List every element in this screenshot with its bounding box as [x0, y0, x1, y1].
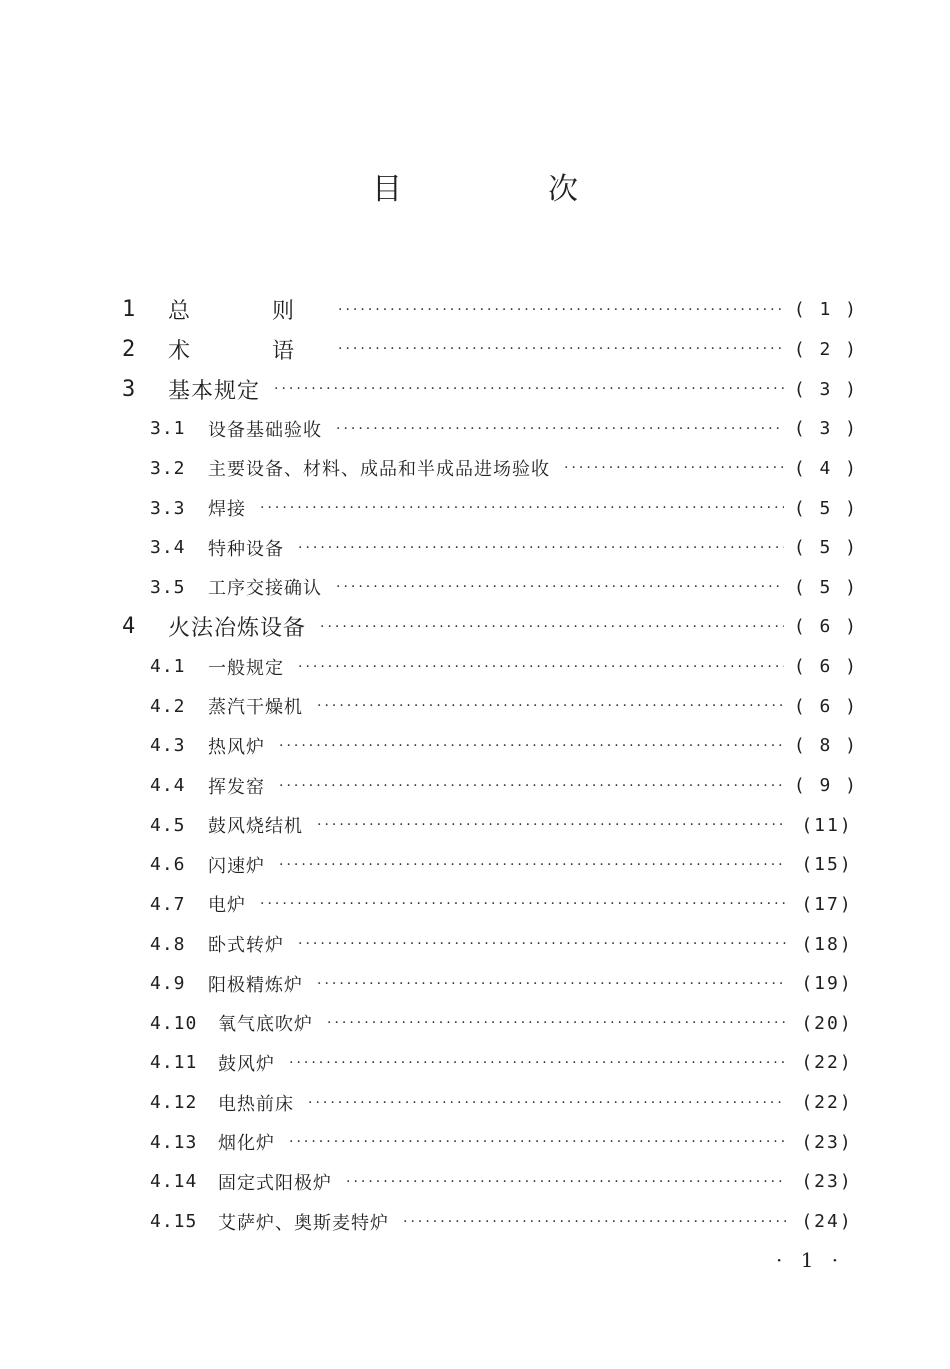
toc-entry-number: 4.13: [150, 1131, 198, 1153]
dot-leader: [289, 1054, 786, 1072]
toc-entry[interactable]: [118, 845, 858, 885]
toc-entry[interactable]: [118, 607, 858, 647]
toc-entry-number: 3.1: [150, 418, 186, 440]
toc-entry-number: 3.5: [150, 576, 186, 598]
toc-entry-page: (19): [801, 973, 853, 995]
toc-entry-number: 4.7: [150, 893, 186, 915]
toc-entry-page: ( 2 ): [793, 338, 858, 360]
toc-entry-page: ( 5 ): [793, 497, 858, 519]
dot-leader: [564, 459, 784, 477]
dot-leader: [336, 578, 784, 596]
toc-entry[interactable]: [118, 647, 858, 687]
toc-entry-number: 4.1: [150, 656, 186, 678]
toc-entry-number: 4: [122, 614, 136, 640]
toc-entry-label: 焊接: [208, 499, 246, 521]
dot-leader: [327, 1014, 786, 1032]
toc-entry[interactable]: [118, 1043, 858, 1083]
toc-entry-label: 一般规定: [208, 657, 284, 679]
toc-entry-number: 4.11: [150, 1052, 198, 1074]
toc-entry-number: 4.8: [150, 933, 186, 955]
toc-entry-number: 4.15: [150, 1211, 198, 1233]
dot-leader: [298, 539, 784, 557]
toc-entry-number: 4.2: [150, 695, 186, 717]
toc-entry-page: ( 5 ): [793, 576, 858, 598]
toc-entry-number: 4.12: [150, 1092, 198, 1114]
toc-entry-label: 工序交接确认: [208, 578, 322, 600]
toc-entry[interactable]: [118, 885, 858, 925]
dot-leader: [289, 1133, 786, 1151]
toc-entry-label: 阳极精炼炉: [208, 974, 303, 996]
dot-leader: [279, 737, 784, 755]
toc-entry[interactable]: [118, 686, 858, 726]
toc-entry-page: ( 6 ): [793, 656, 858, 678]
toc-entry-number: 3.4: [150, 537, 186, 559]
toc-entry[interactable]: [118, 330, 858, 370]
toc-entry-page: (17): [801, 893, 853, 915]
toc-entry-number: 4.14: [150, 1171, 198, 1193]
toc-entry[interactable]: [118, 1004, 858, 1044]
toc-entry-page: ( 3 ): [793, 378, 858, 400]
dot-leader: [338, 301, 784, 319]
toc-entry-label: 主要设备、材料、成品和半成品进场验收: [208, 459, 550, 481]
toc-entry[interactable]: [118, 1202, 858, 1242]
toc-entry[interactable]: [118, 449, 858, 489]
toc-entry-label: 卧式转炉: [208, 935, 284, 957]
toc-entry-number: 4.3: [150, 735, 186, 757]
toc-entry-page: (23): [801, 1171, 853, 1193]
toc-entry[interactable]: [118, 528, 858, 568]
toc-entry-page: (24): [801, 1211, 853, 1233]
toc-entry-label: 蒸汽干燥机: [208, 697, 303, 719]
toc-entry[interactable]: [118, 409, 858, 449]
dot-leader: [403, 1213, 786, 1231]
toc-entry-label: 电炉: [208, 895, 246, 917]
toc-entry-page: ( 4 ): [793, 457, 858, 479]
toc-entry-number: 4.6: [150, 854, 186, 876]
dot-leader: [279, 777, 784, 795]
dot-leader: [346, 1173, 786, 1191]
toc-entry-label: 火法冶炼设备: [168, 616, 307, 642]
toc-entry[interactable]: [118, 805, 858, 845]
dot-leader: [298, 935, 786, 953]
toc-entry-page: (11): [801, 814, 853, 836]
toc-list: [118, 290, 858, 1241]
dot-leader: [317, 975, 786, 993]
toc-entry-label: 艾萨炉、奥斯麦特炉: [218, 1212, 389, 1234]
toc-entry-label: 鼓风烧结机: [208, 816, 303, 838]
toc-entry-number: 4.4: [150, 775, 186, 796]
toc-entry-number: 4.5: [150, 814, 186, 836]
toc-entry-page: ( 5 ): [793, 537, 858, 559]
toc-entry-page: ( 1 ): [793, 299, 858, 321]
toc-entry-label: 挥发窑: [208, 776, 265, 798]
toc-entry[interactable]: [118, 924, 858, 964]
page-title: 目 次: [372, 172, 636, 207]
dot-leader: [279, 856, 786, 874]
dot-leader: [320, 618, 784, 636]
toc-entry[interactable]: [118, 567, 858, 607]
toc-entry[interactable]: [118, 1083, 858, 1123]
toc-entry[interactable]: [118, 964, 858, 1004]
toc-entry-page: ( 9 ): [793, 775, 858, 796]
toc-entry-label: 氧气底吹炉: [218, 1014, 313, 1036]
toc-entry[interactable]: [118, 1122, 858, 1162]
toc-entry-label: 固定式阳极炉: [218, 1172, 332, 1194]
toc-entry-page: (22): [801, 1092, 853, 1114]
toc-entry-label: 特种设备: [208, 538, 284, 560]
page-number: · 1 ·: [776, 1248, 845, 1272]
dot-leader: [298, 658, 784, 676]
toc-entry[interactable]: [118, 766, 858, 806]
toc-entry-page: (18): [801, 933, 853, 955]
dot-leader: [308, 1094, 786, 1112]
toc-entry-number: 1: [122, 297, 136, 323]
toc-entry-label: 术 语: [168, 338, 325, 364]
toc-entry-number: 4.10: [150, 1012, 198, 1034]
toc-entry-page: ( 6 ): [793, 616, 858, 638]
toc-entry-page: (23): [801, 1131, 853, 1153]
toc-entry-number: 3: [122, 376, 136, 402]
dot-leader: [274, 380, 784, 398]
toc-entry-label: 闪速炉: [208, 855, 265, 877]
toc-entry-page: ( 6 ): [793, 695, 858, 717]
toc-entry-page: ( 3 ): [793, 418, 858, 440]
toc-entry[interactable]: [118, 488, 858, 528]
toc-entry-label: 总 则: [168, 299, 325, 325]
toc-entry[interactable]: [118, 290, 858, 330]
toc-entry-page: ( 8 ): [793, 735, 858, 757]
toc-entry-page: (20): [801, 1012, 853, 1034]
toc-entry-label: 设备基础验收: [208, 419, 322, 441]
toc-entry-label: 鼓风炉: [218, 1053, 275, 1075]
dot-leader: [338, 340, 784, 358]
toc-entry-number: 2: [122, 336, 136, 362]
toc-entry[interactable]: [118, 726, 858, 766]
toc-entry-label: 电热前床: [218, 1093, 294, 1115]
dot-leader: [260, 895, 786, 913]
toc-entry-number: 3.2: [150, 457, 186, 479]
toc-entry-page: (22): [801, 1052, 853, 1074]
toc-entry-number: 3.3: [150, 497, 186, 519]
toc-entry-number: 4.9: [150, 973, 186, 995]
toc-entry-label: 烟化炉: [218, 1133, 275, 1155]
toc-entry[interactable]: [118, 369, 858, 409]
toc-entry-page: (15): [801, 854, 853, 876]
toc-entry-label: 基本规定: [168, 378, 261, 404]
dot-leader: [260, 499, 784, 517]
dot-leader: [317, 816, 786, 834]
dot-leader: [317, 697, 784, 715]
dot-leader: [336, 420, 784, 438]
toc-entry[interactable]: [118, 1162, 858, 1202]
toc-entry-label: 热风炉: [208, 736, 265, 758]
